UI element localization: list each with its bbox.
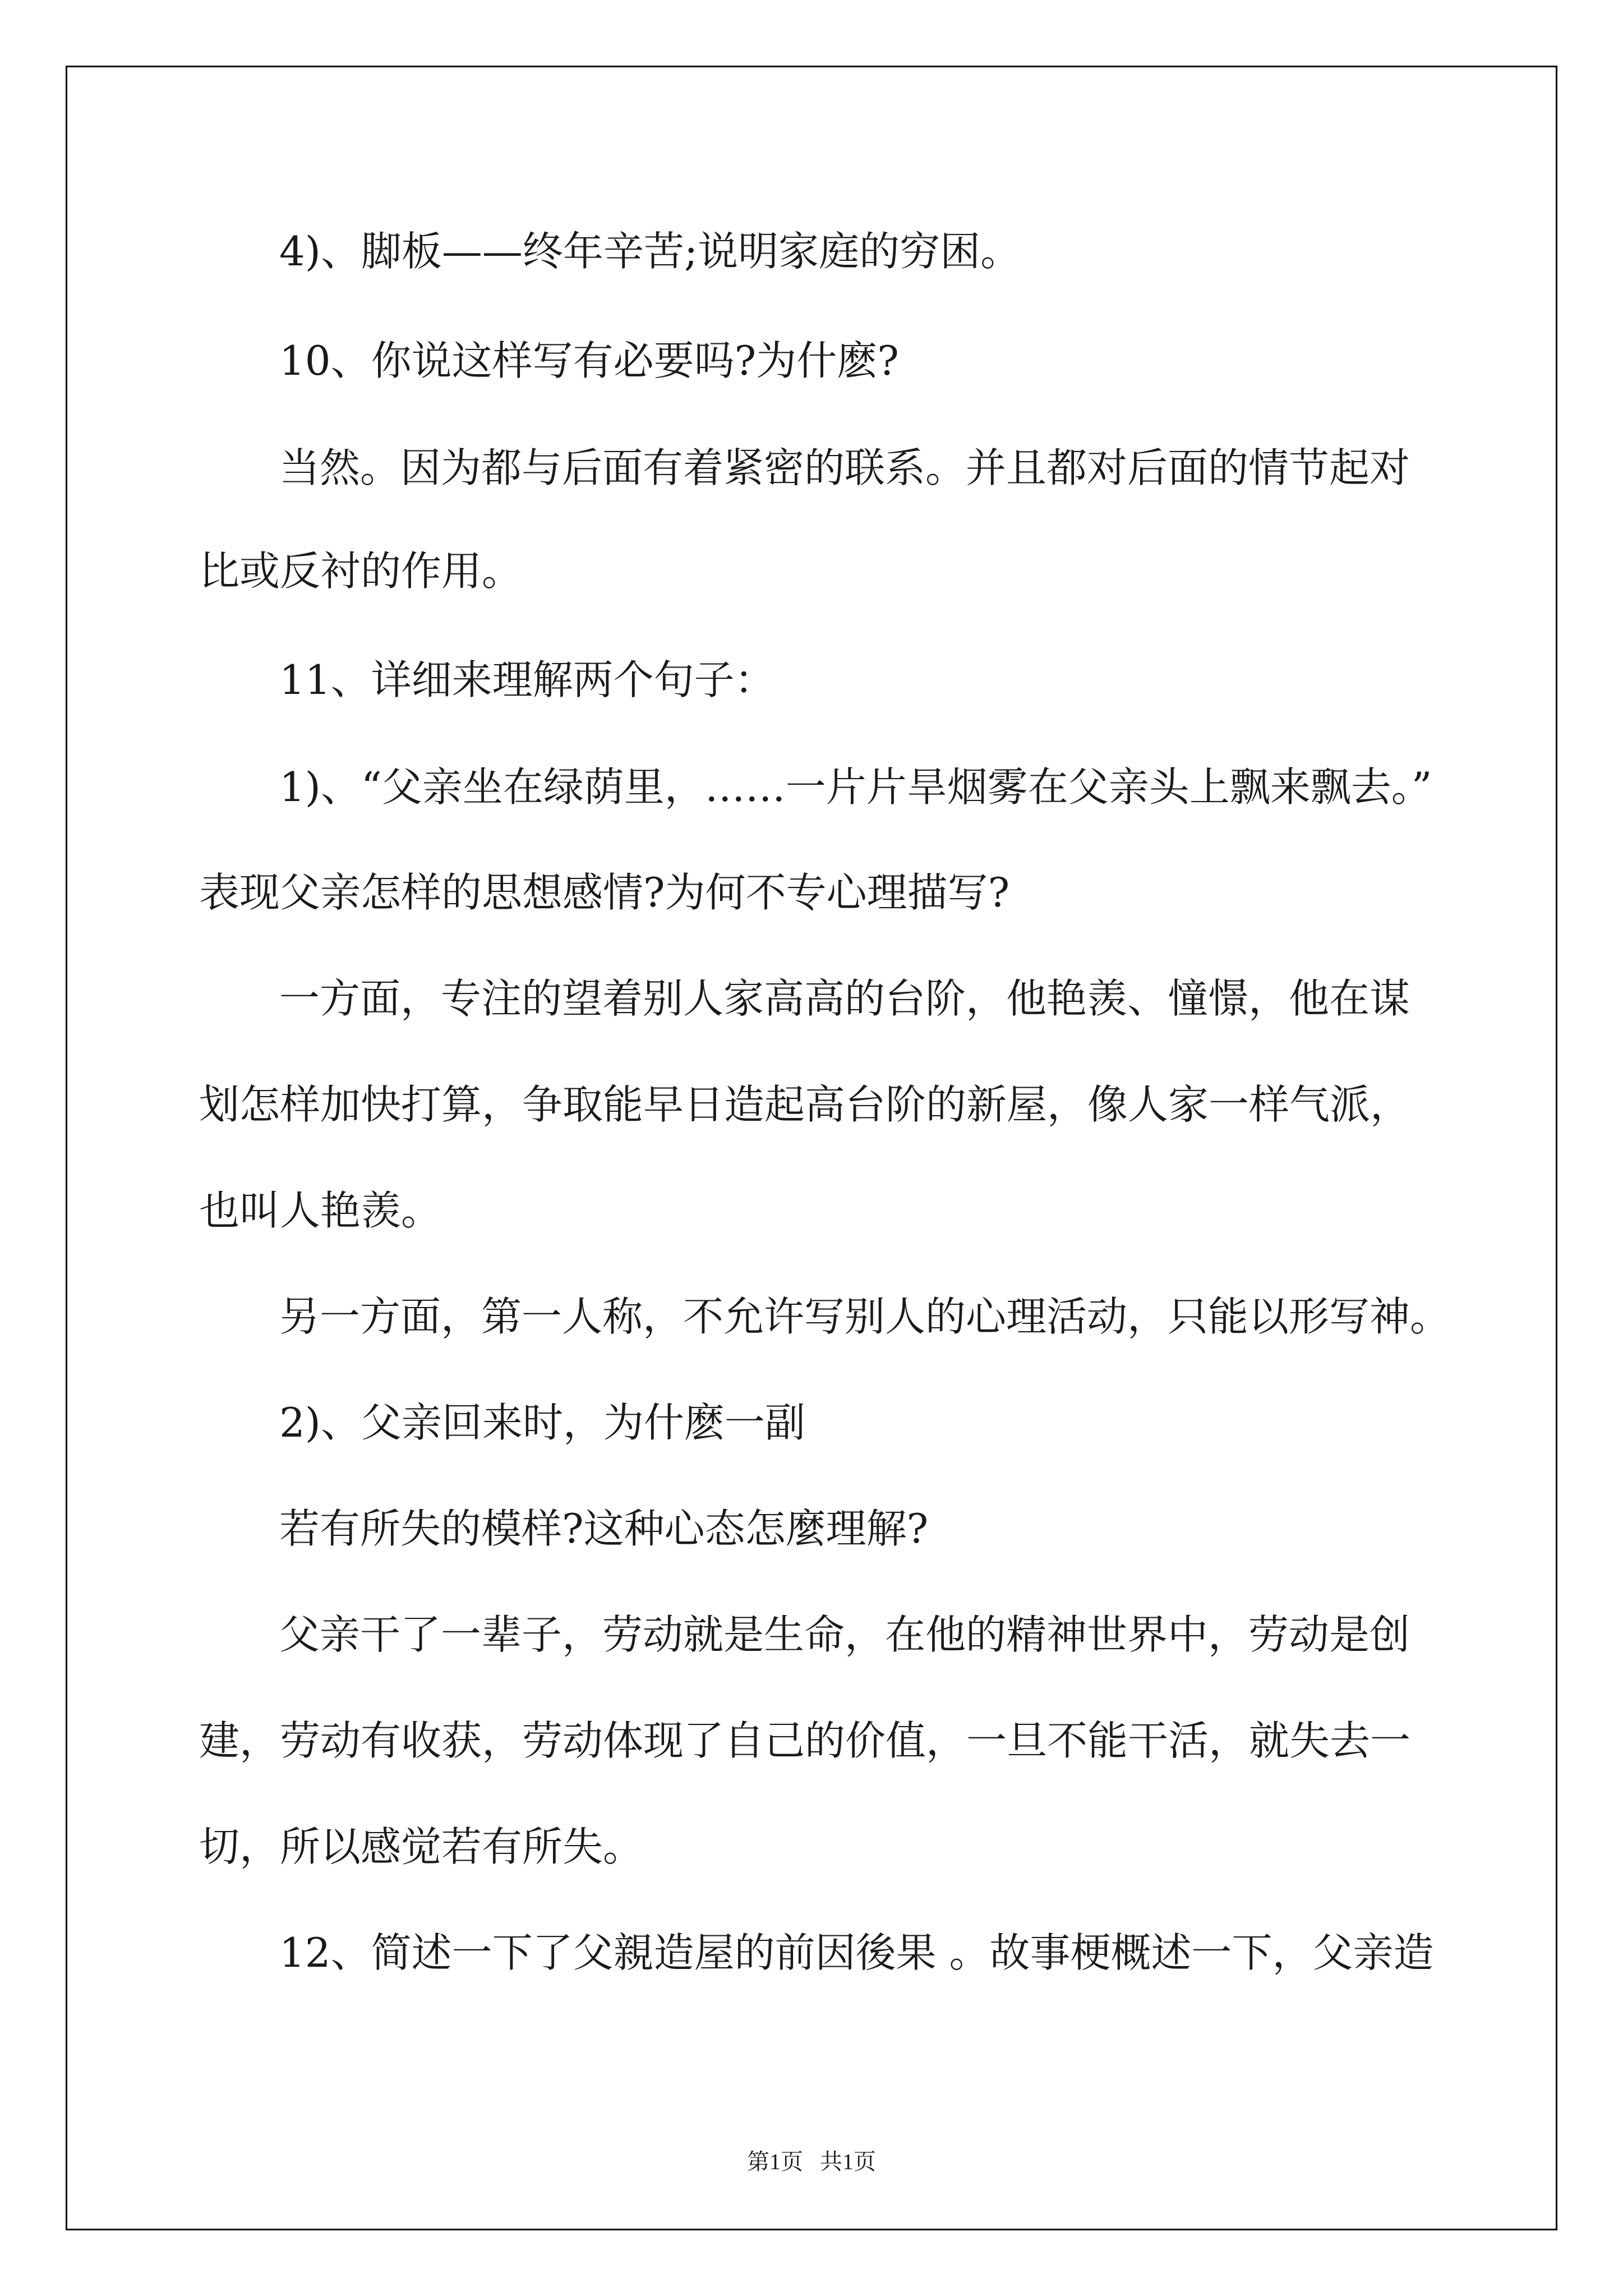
text-line: 4)、脚板——终年辛苦;说明家庭的穷困。 — [279, 228, 1021, 275]
text-line: 建，劳动有收获，劳动体现了自己的价值，一旦不能干活，就失去一 — [199, 1717, 1411, 1764]
text-line: 表现父亲怎样的思想感情?为何不专心理描写? — [199, 869, 1010, 916]
text-line: 当然。因为都与后面有着紧密的联系。并且都对后面的情节起对 — [279, 444, 1410, 491]
text-line: 也叫人艳羡。 — [199, 1187, 442, 1234]
text-line: 另一方面，第一人称，不允许写别人的心理活动，只能以形写神。 — [279, 1293, 1451, 1340]
page-border — [66, 66, 1557, 2230]
text-line: 1)、“父亲坐在绿荫里，……一片片旱烟雾在父亲头上飘来飘去。” — [279, 763, 1432, 811]
text-line: 11、详细来理解两个句子： — [279, 656, 775, 703]
text-line: 父亲干了一辈子，劳动就是生命，在他的精神世界中，劳动是创 — [279, 1611, 1410, 1658]
text-line: 划怎样加快打算，争取能早日造起高台阶的新屋，像人家一样气派， — [199, 1081, 1411, 1128]
text-line: 12、简述一下了父親造屋的前因後果 。故事梗概述一下，父亲造 — [279, 1929, 1434, 1976]
page-number: 第1页 共1页 — [747, 2149, 876, 2174]
text-line: 比或反衬的作用。 — [199, 547, 523, 595]
text-line: 10、你说这样写有必要吗?为什麽? — [279, 337, 899, 384]
text-line: 2)、父亲回来时，为什麽一副 — [279, 1399, 805, 1446]
text-line: 切，所以感觉若有所失。 — [199, 1823, 644, 1870]
text-line: 一方面，专注的望着别人家高高的台阶，他艳羡、憧憬，他在谋 — [279, 975, 1410, 1022]
text-line: 若有所失的模样?这种心态怎麼理解? — [279, 1505, 929, 1552]
